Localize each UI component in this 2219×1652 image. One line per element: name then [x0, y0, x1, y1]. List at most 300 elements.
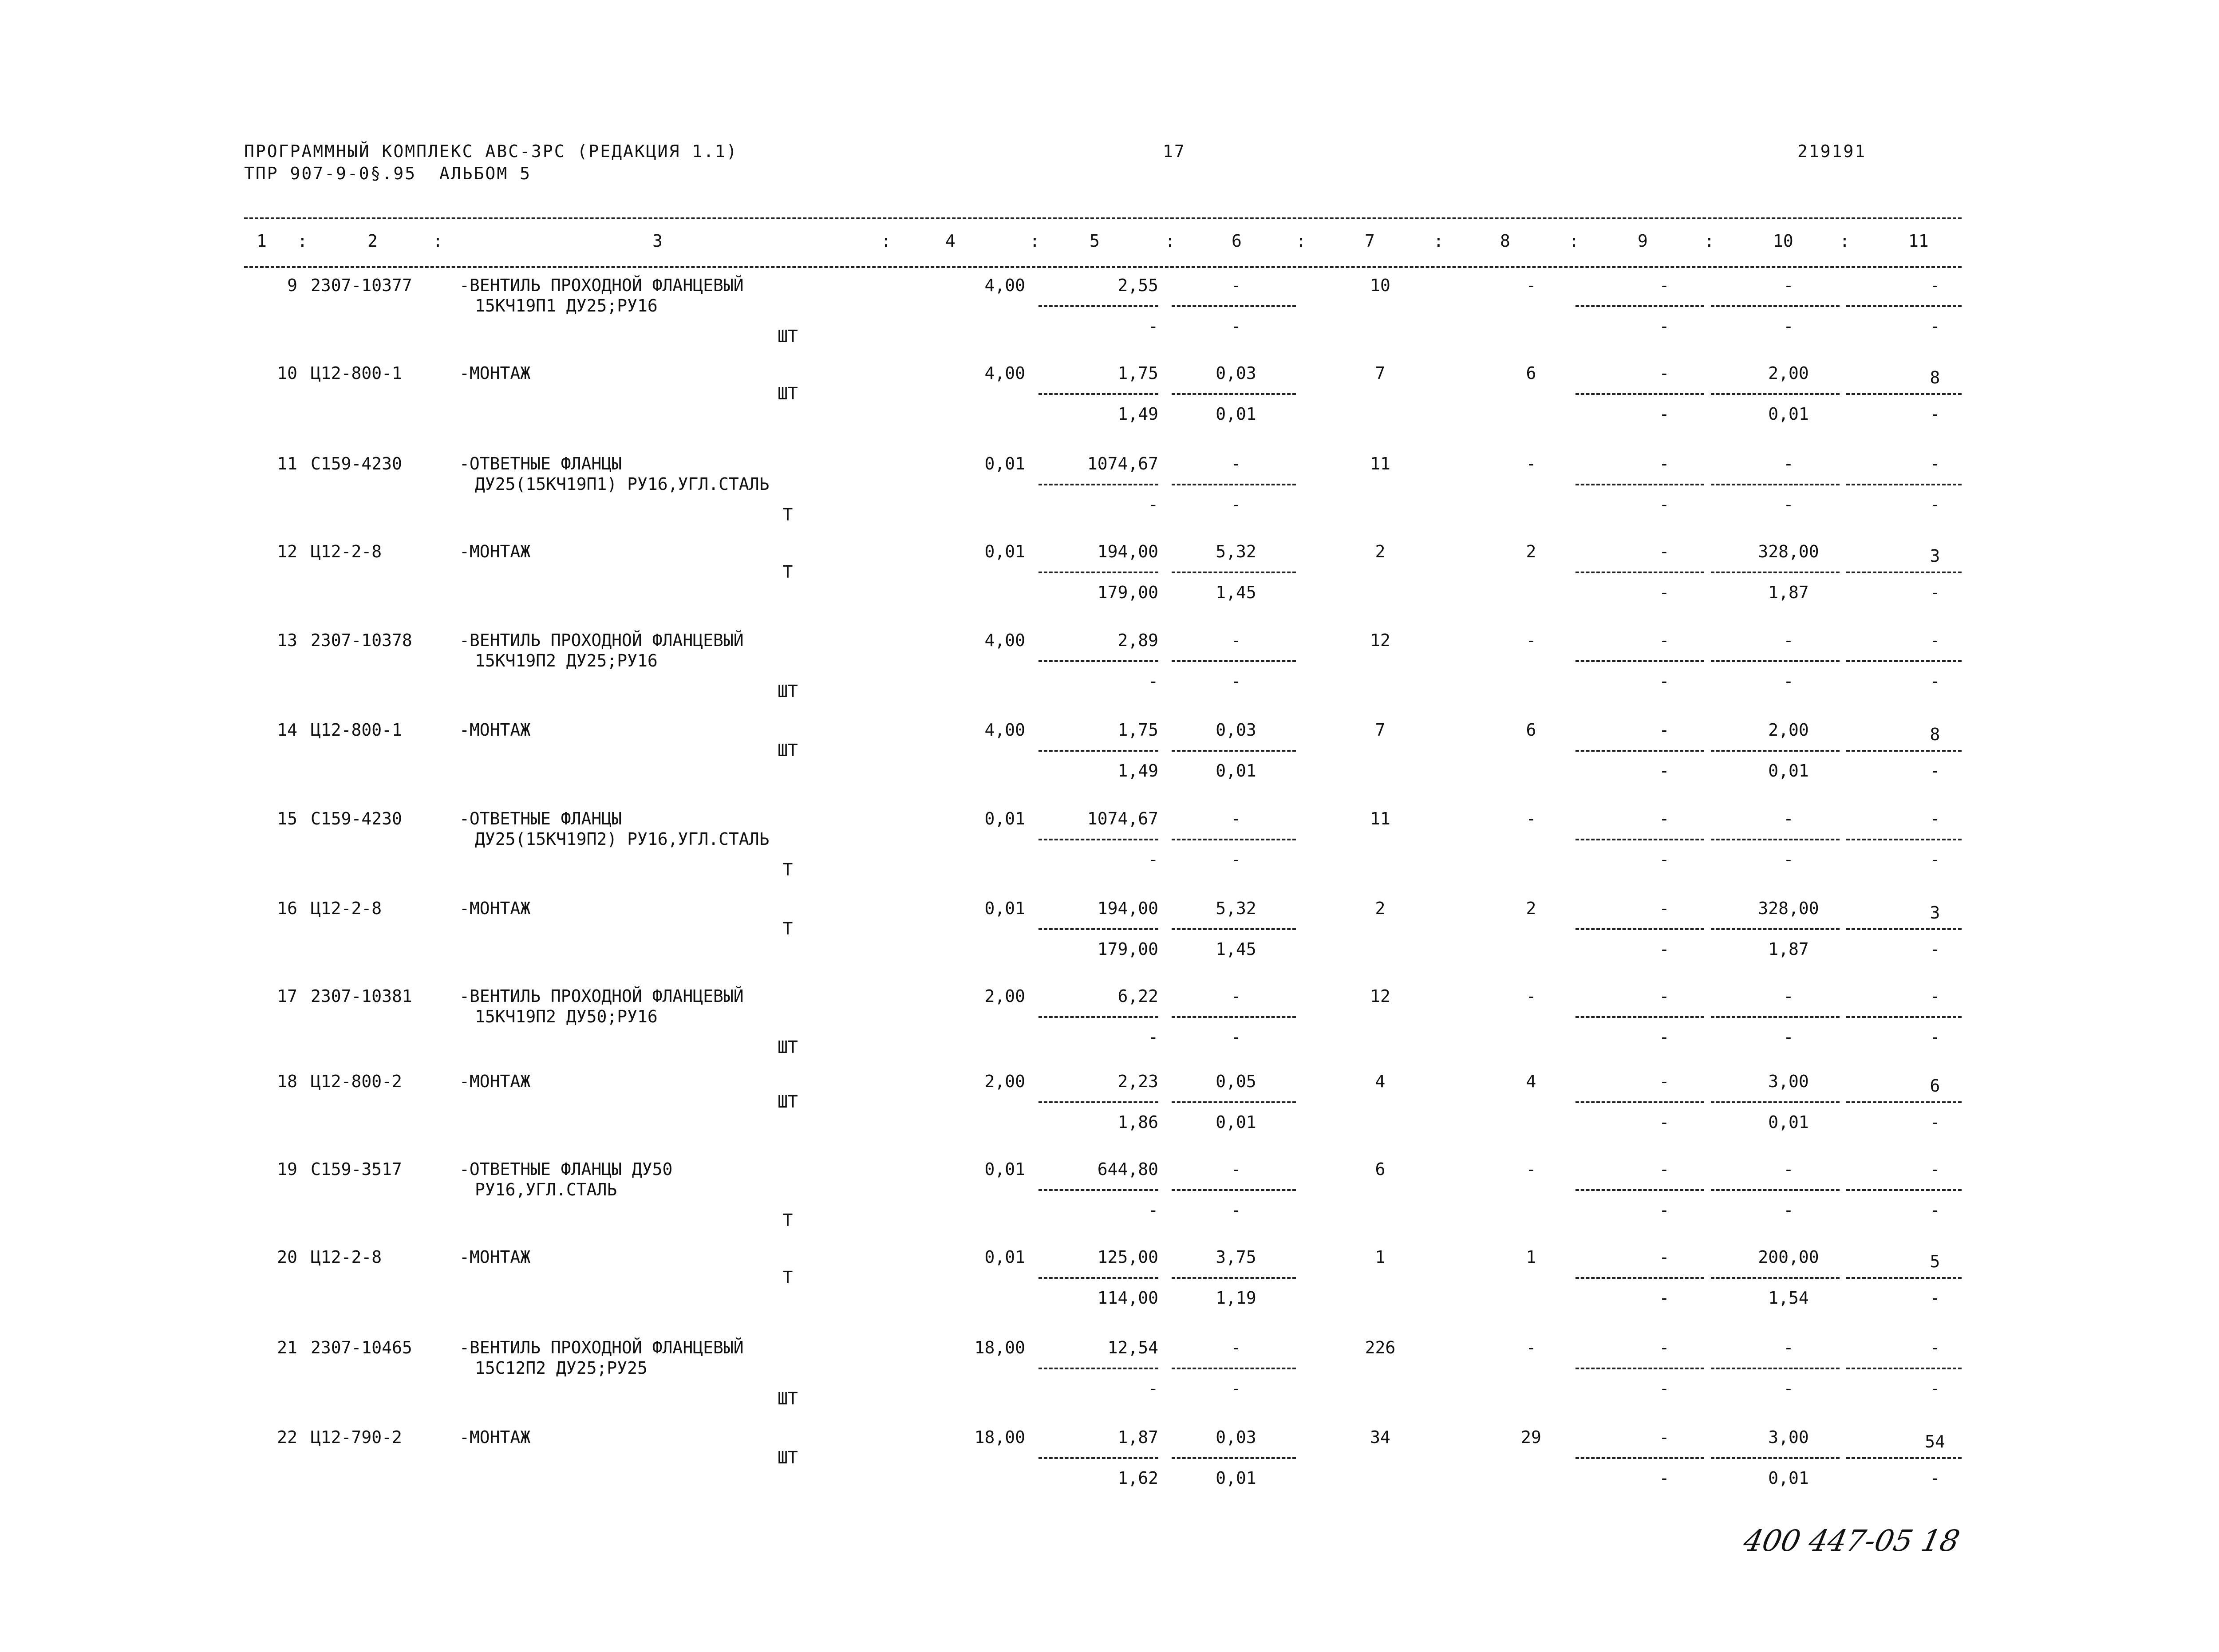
- row-number: 17: [277, 986, 297, 1006]
- fraction-line: [1711, 1189, 1840, 1191]
- column-number: 11: [1908, 231, 1929, 251]
- fraction-line: [1711, 660, 1840, 662]
- col6-value: 0,03: [1216, 363, 1256, 383]
- fraction-line: [1575, 750, 1704, 752]
- col9-sub-value: -: [1659, 1288, 1670, 1308]
- quantity: 0,01: [984, 454, 1025, 473]
- col9-sub-value: -: [1659, 1027, 1670, 1047]
- col5-value: 644,80: [1097, 1159, 1158, 1179]
- fraction-line: [1172, 928, 1296, 930]
- col10-sub-value: 1,54: [1768, 1288, 1809, 1308]
- item-name: ДУ25(15КЧ19П1) РУ16,УГЛ.СТАЛЬ: [475, 474, 770, 494]
- col5-sub-value: 1,49: [1117, 761, 1158, 781]
- col9-value: -: [1659, 809, 1670, 828]
- row-number: 18: [277, 1072, 297, 1091]
- col6-sub-value: 0,01: [1216, 404, 1256, 424]
- fraction-line: [1172, 393, 1296, 395]
- col11-value: -: [1930, 276, 1940, 295]
- fraction-line: [1172, 484, 1296, 485]
- fraction-line: [1038, 1277, 1158, 1279]
- quantity: 0,01: [984, 809, 1025, 828]
- item-name: -МОНТАЖ: [459, 1072, 531, 1091]
- col6-value: -: [1231, 276, 1241, 295]
- item-name: ДУ25(15КЧ19П2) РУ16,УГЛ.СТАЛЬ: [475, 829, 770, 849]
- col9-value: -: [1659, 542, 1670, 561]
- col7-value: 1: [1375, 1247, 1386, 1267]
- item-name: -МОНТАЖ: [459, 720, 531, 740]
- col9-sub-value: -: [1659, 1379, 1670, 1398]
- col9-value: -: [1659, 986, 1670, 1006]
- col10-value: 2,00: [1768, 720, 1809, 740]
- fraction-line: [1038, 484, 1158, 485]
- col9-sub-value: -: [1659, 761, 1670, 781]
- col5-sub-value: -: [1148, 1027, 1158, 1047]
- fraction-line: [1846, 750, 1962, 752]
- column-separator: :: [1840, 231, 1850, 251]
- col5-value: 1074,67: [1087, 454, 1158, 473]
- col8-value: 6: [1526, 363, 1536, 383]
- fraction-line: [1846, 305, 1962, 307]
- col9-value: -: [1659, 363, 1670, 383]
- fraction-line: [1711, 1368, 1840, 1369]
- column-separator: :: [1296, 231, 1306, 251]
- fraction-line: [1711, 839, 1840, 840]
- fraction-line: [1172, 305, 1296, 307]
- col9-sub-value: -: [1659, 850, 1670, 869]
- fraction-line: [1575, 1016, 1704, 1018]
- quantity: 4,00: [984, 363, 1025, 383]
- fraction-line: [1038, 839, 1158, 840]
- col11-value: -: [1930, 631, 1940, 650]
- col11-value: 5: [1930, 1252, 1940, 1271]
- col5-value: 1,87: [1117, 1427, 1158, 1447]
- row-number: 12: [277, 542, 297, 561]
- col11-value: -: [1930, 454, 1940, 473]
- fraction-line: [1575, 660, 1704, 662]
- fraction-line: [1575, 393, 1704, 395]
- col6-sub-value: -: [1231, 316, 1241, 336]
- col6-value: 0,03: [1216, 1427, 1256, 1447]
- col6-value: 5,32: [1216, 899, 1256, 918]
- fraction-line: [1575, 839, 1704, 840]
- rate-code: Ц12-2-8: [311, 1247, 382, 1267]
- col11-sub-value: -: [1930, 1200, 1940, 1220]
- col7-value: 2: [1375, 899, 1386, 918]
- quantity: 18,00: [974, 1338, 1025, 1357]
- col10-value: -: [1783, 631, 1794, 650]
- unit: Т: [782, 919, 793, 938]
- col11-value: 3: [1930, 903, 1940, 923]
- col5-value: 6,22: [1117, 986, 1158, 1006]
- fraction-line: [1575, 1189, 1704, 1191]
- fraction-line: [1172, 1101, 1296, 1103]
- fraction-line: [1575, 484, 1704, 485]
- unit: Т: [782, 860, 793, 879]
- col6-value: 3,75: [1216, 1247, 1256, 1267]
- fraction-line: [1575, 928, 1704, 930]
- col10-value: 3,00: [1768, 1072, 1809, 1091]
- col7-value: 12: [1370, 631, 1390, 650]
- col6-sub-value: -: [1231, 1027, 1241, 1047]
- fraction-line: [1038, 750, 1158, 752]
- col6-value: -: [1231, 809, 1241, 828]
- column-number: 5: [1090, 231, 1100, 251]
- column-separator: :: [1030, 231, 1040, 251]
- col6-sub-value: 0,01: [1216, 1112, 1256, 1132]
- column-number: 2: [367, 231, 378, 251]
- col8-value: -: [1526, 276, 1536, 295]
- col10-sub-value: 0,01: [1768, 1468, 1809, 1488]
- col7-value: 2: [1375, 542, 1386, 561]
- item-name: -ВЕНТИЛЬ ПРОХОДНОЙ ФЛАНЦЕВЫЙ: [459, 1338, 744, 1357]
- unit: Т: [782, 562, 793, 582]
- quantity: 4,00: [984, 276, 1025, 295]
- row-number: 10: [277, 363, 297, 383]
- col9-sub-value: -: [1659, 1112, 1670, 1132]
- col5-sub-value: -: [1148, 1200, 1158, 1220]
- col10-value: -: [1783, 809, 1794, 828]
- col10-value: 2,00: [1768, 363, 1809, 383]
- col11-sub-value: -: [1930, 939, 1940, 959]
- unit: Т: [782, 1268, 793, 1287]
- col9-value: -: [1659, 1427, 1670, 1447]
- rate-code: 2307-10377: [311, 276, 412, 295]
- col5-value: 194,00: [1097, 899, 1158, 918]
- col6-value: 5,32: [1216, 542, 1256, 561]
- col8-value: 1: [1526, 1247, 1536, 1267]
- fraction-line: [1711, 393, 1840, 395]
- col10-sub-value: -: [1783, 1200, 1794, 1220]
- fraction-line: [1711, 1457, 1840, 1459]
- col6-sub-value: 1,45: [1216, 583, 1256, 602]
- col10-value: -: [1783, 1338, 1794, 1357]
- col8-value: -: [1526, 986, 1536, 1006]
- item-name: 15КЧ19П2 ДУ25;РУ16: [475, 651, 658, 670]
- fraction-line: [1846, 1189, 1962, 1191]
- document-code: 219191: [1797, 142, 1867, 161]
- quantity: 0,01: [984, 1159, 1025, 1179]
- col6-sub-value: -: [1231, 495, 1241, 514]
- col8-value: 29: [1521, 1427, 1541, 1447]
- col7-value: 4: [1375, 1072, 1386, 1091]
- item-name: -ВЕНТИЛЬ ПРОХОДНОЙ ФЛАНЦЕВЫЙ: [459, 276, 744, 295]
- col11-sub-value: -: [1930, 1027, 1940, 1047]
- col6-sub-value: -: [1231, 1200, 1241, 1220]
- program-title: ПРОГРАММНЫЙ КОМПЛЕКС АВС-3РС (РЕДАКЦИЯ 1.1): [244, 142, 738, 161]
- row-number: 15: [277, 809, 297, 828]
- col5-sub-value: 1,62: [1117, 1468, 1158, 1488]
- column-number: 10: [1773, 231, 1793, 251]
- unit: ШТ: [778, 682, 798, 701]
- rate-code: Ц12-790-2: [311, 1427, 402, 1447]
- col11-sub-value: -: [1930, 761, 1940, 781]
- col5-sub-value: -: [1148, 495, 1158, 514]
- fraction-line: [1038, 1101, 1158, 1103]
- col5-value: 2,55: [1117, 276, 1158, 295]
- fraction-line: [1846, 1101, 1962, 1103]
- rate-code: Ц12-800-2: [311, 1072, 402, 1091]
- col11-sub-value: -: [1930, 1288, 1940, 1308]
- col9-sub-value: -: [1659, 1468, 1670, 1488]
- fraction-line: [1846, 1457, 1962, 1459]
- table-top-rule: [244, 217, 1962, 219]
- col11-value: 54: [1925, 1432, 1945, 1451]
- col7-value: 226: [1365, 1338, 1396, 1357]
- col9-value: -: [1659, 720, 1670, 740]
- column-number: 3: [652, 231, 663, 251]
- fraction-line: [1575, 1277, 1704, 1279]
- fraction-line: [1038, 1457, 1158, 1459]
- col7-value: 11: [1370, 454, 1390, 473]
- fraction-line: [1172, 572, 1296, 573]
- fraction-line: [1711, 572, 1840, 573]
- col9-sub-value: -: [1659, 404, 1670, 424]
- col10-value: -: [1783, 276, 1794, 295]
- table-header-bottom-rule: [244, 266, 1962, 268]
- item-name: -ВЕНТИЛЬ ПРОХОДНОЙ ФЛАНЦЕВЫЙ: [459, 631, 744, 650]
- fraction-line: [1038, 393, 1158, 395]
- col10-sub-value: -: [1783, 316, 1794, 336]
- col5-sub-value: -: [1148, 1379, 1158, 1398]
- col6-sub-value: 0,01: [1216, 761, 1256, 781]
- column-number: 6: [1232, 231, 1242, 251]
- column-number: 8: [1500, 231, 1510, 251]
- col7-value: 34: [1370, 1427, 1390, 1447]
- col5-value: 125,00: [1097, 1247, 1158, 1267]
- fraction-line: [1038, 572, 1158, 573]
- fraction-line: [1172, 750, 1296, 752]
- column-separator: :: [881, 231, 891, 251]
- col8-value: -: [1526, 454, 1536, 473]
- col6-sub-value: -: [1231, 671, 1241, 691]
- unit: ШТ: [778, 1389, 798, 1408]
- col6-sub-value: -: [1231, 1379, 1241, 1398]
- row-number: 20: [277, 1247, 297, 1267]
- col11-value: -: [1930, 1159, 1940, 1179]
- row-number: 9: [287, 276, 297, 295]
- rate-code: С159-4230: [311, 454, 402, 473]
- unit: ШТ: [778, 384, 798, 403]
- quantity: 2,00: [984, 986, 1025, 1006]
- row-number: 19: [277, 1159, 297, 1179]
- row-number: 14: [277, 720, 297, 740]
- row-number: 22: [277, 1427, 297, 1447]
- rate-code: Ц12-800-1: [311, 720, 402, 740]
- col9-value: -: [1659, 1072, 1670, 1091]
- column-separator: :: [297, 231, 308, 251]
- unit: ШТ: [778, 1092, 798, 1112]
- item-name: 15КЧ19П1 ДУ25;РУ16: [475, 296, 658, 315]
- col8-value: -: [1526, 1159, 1536, 1179]
- item-name: -МОНТАЖ: [459, 1427, 531, 1447]
- col8-value: -: [1526, 631, 1536, 650]
- col10-sub-value: -: [1783, 1379, 1794, 1398]
- col7-value: 11: [1370, 809, 1390, 828]
- col6-value: 0,03: [1216, 720, 1256, 740]
- col10-sub-value: -: [1783, 850, 1794, 869]
- fraction-line: [1846, 484, 1962, 485]
- col6-sub-value: 1,19: [1216, 1288, 1256, 1308]
- col6-value: -: [1231, 1159, 1241, 1179]
- col9-value: -: [1659, 454, 1670, 473]
- fraction-line: [1038, 1368, 1158, 1369]
- col11-sub-value: -: [1930, 1112, 1940, 1132]
- col11-sub-value: -: [1930, 583, 1940, 602]
- col9-sub-value: -: [1659, 671, 1670, 691]
- col9-value: -: [1659, 1159, 1670, 1179]
- col6-value: -: [1231, 986, 1241, 1006]
- col9-value: -: [1659, 276, 1670, 295]
- col11-value: 8: [1930, 725, 1940, 744]
- page-number: 17: [1163, 142, 1186, 161]
- fraction-line: [1172, 839, 1296, 840]
- col7-value: 6: [1375, 1159, 1386, 1179]
- rate-code: 2307-10378: [311, 631, 412, 650]
- handwritten-sheet-number: 400 447-05 18: [1740, 1524, 1963, 1558]
- col10-sub-value: -: [1783, 495, 1794, 514]
- col11-sub-value: -: [1930, 495, 1940, 514]
- col7-value: 12: [1370, 986, 1390, 1006]
- row-number: 16: [277, 899, 297, 918]
- col10-sub-value: -: [1783, 1027, 1794, 1047]
- col10-sub-value: -: [1783, 671, 1794, 691]
- row-number: 21: [277, 1338, 297, 1357]
- col10-value: -: [1783, 1159, 1794, 1179]
- col5-value: 1,75: [1117, 363, 1158, 383]
- rate-code: Ц12-800-1: [311, 363, 402, 383]
- col9-sub-value: -: [1659, 316, 1670, 336]
- fraction-line: [1711, 305, 1840, 307]
- quantity: 2,00: [984, 1072, 1025, 1091]
- item-name: 15КЧ19П2 ДУ50;РУ16: [475, 1007, 658, 1026]
- col6-value: 0,05: [1216, 1072, 1256, 1091]
- col8-value: 6: [1526, 720, 1536, 740]
- col10-value: 328,00: [1758, 542, 1819, 561]
- item-name: -ОТВЕТНЫЕ ФЛАНЦЫ: [459, 809, 622, 828]
- col11-value: -: [1930, 986, 1940, 1006]
- col9-value: -: [1659, 899, 1670, 918]
- col5-value: 1074,67: [1087, 809, 1158, 828]
- fraction-line: [1846, 839, 1962, 840]
- col9-sub-value: -: [1659, 1200, 1670, 1220]
- rate-code: С159-3517: [311, 1159, 402, 1179]
- col8-value: 2: [1526, 542, 1536, 561]
- col11-value: 3: [1930, 546, 1940, 566]
- fraction-line: [1575, 572, 1704, 573]
- col9-value: -: [1659, 1338, 1670, 1357]
- fraction-line: [1846, 572, 1962, 573]
- col9-value: -: [1659, 1247, 1670, 1267]
- item-name: -ОТВЕТНЫЕ ФЛАНЦЫ: [459, 454, 622, 473]
- unit: ШТ: [778, 1037, 798, 1057]
- col11-sub-value: -: [1930, 1468, 1940, 1488]
- fraction-line: [1038, 1016, 1158, 1018]
- fraction-line: [1711, 1016, 1840, 1018]
- col10-sub-value: 1,87: [1768, 583, 1809, 602]
- rate-code: 2307-10381: [311, 986, 412, 1006]
- col5-sub-value: -: [1148, 850, 1158, 869]
- col6-value: -: [1231, 1338, 1241, 1357]
- column-separator: :: [1704, 231, 1714, 251]
- fraction-line: [1172, 660, 1296, 662]
- fraction-line: [1846, 928, 1962, 930]
- col6-sub-value: -: [1231, 850, 1241, 869]
- fraction-line: [1172, 1277, 1296, 1279]
- document-reference: ТПР 907-9-0§.95 АЛЬБОМ 5: [244, 164, 531, 183]
- fraction-line: [1846, 660, 1962, 662]
- col11-sub-value: -: [1930, 850, 1940, 869]
- fraction-line: [1711, 1277, 1840, 1279]
- col11-sub-value: -: [1930, 404, 1940, 424]
- col5-sub-value: 179,00: [1097, 583, 1158, 602]
- col11-sub-value: -: [1930, 671, 1940, 691]
- fraction-line: [1846, 1368, 1962, 1369]
- col5-value: 2,89: [1117, 631, 1158, 650]
- item-name: -МОНТАЖ: [459, 542, 531, 561]
- column-number: 9: [1638, 231, 1648, 251]
- fraction-line: [1038, 928, 1158, 930]
- fraction-line: [1846, 393, 1962, 395]
- row-number: 11: [277, 454, 297, 473]
- item-name: РУ16,УГЛ.СТАЛЬ: [475, 1180, 617, 1199]
- fraction-line: [1711, 1101, 1840, 1103]
- col8-value: 2: [1526, 899, 1536, 918]
- col7-value: 10: [1370, 276, 1390, 295]
- rate-code: 2307-10465: [311, 1338, 412, 1357]
- fraction-line: [1846, 1277, 1962, 1279]
- column-number: 7: [1365, 231, 1375, 251]
- column-separator: :: [1569, 231, 1579, 251]
- col10-value: 3,00: [1768, 1427, 1809, 1447]
- column-number: 1: [257, 231, 267, 251]
- col5-sub-value: 179,00: [1097, 939, 1158, 959]
- col10-value: 200,00: [1758, 1247, 1819, 1267]
- rate-code: Ц12-2-8: [311, 899, 382, 918]
- quantity: 0,01: [984, 542, 1025, 561]
- unit: ШТ: [778, 741, 798, 760]
- column-separator: :: [433, 231, 443, 251]
- item-name: -МОНТАЖ: [459, 363, 531, 383]
- fraction-line: [1575, 1457, 1704, 1459]
- rate-code: Ц12-2-8: [311, 542, 382, 561]
- col10-sub-value: 1,87: [1768, 939, 1809, 959]
- fraction-line: [1846, 1016, 1962, 1018]
- col10-sub-value: 0,01: [1768, 1112, 1809, 1132]
- col6-value: -: [1231, 631, 1241, 650]
- fraction-line: [1172, 1457, 1296, 1459]
- rate-code: С159-4230: [311, 809, 402, 828]
- fraction-line: [1172, 1189, 1296, 1191]
- col7-value: 7: [1375, 720, 1386, 740]
- col11-value: 6: [1930, 1076, 1940, 1096]
- col5-value: 194,00: [1097, 542, 1158, 561]
- quantity: 4,00: [984, 720, 1025, 740]
- col6-sub-value: 0,01: [1216, 1468, 1256, 1488]
- col10-value: 328,00: [1758, 899, 1819, 918]
- quantity: 0,01: [984, 1247, 1025, 1267]
- quantity: 18,00: [974, 1427, 1025, 1447]
- col5-value: 2,23: [1117, 1072, 1158, 1091]
- fraction-line: [1575, 305, 1704, 307]
- column-separator: :: [1165, 231, 1175, 251]
- col10-sub-value: 0,01: [1768, 761, 1809, 781]
- col5-sub-value: -: [1148, 671, 1158, 691]
- col5-sub-value: -: [1148, 316, 1158, 336]
- fraction-line: [1172, 1368, 1296, 1369]
- col10-sub-value: 0,01: [1768, 404, 1809, 424]
- col8-value: -: [1526, 809, 1536, 828]
- col11-sub-value: -: [1930, 1379, 1940, 1398]
